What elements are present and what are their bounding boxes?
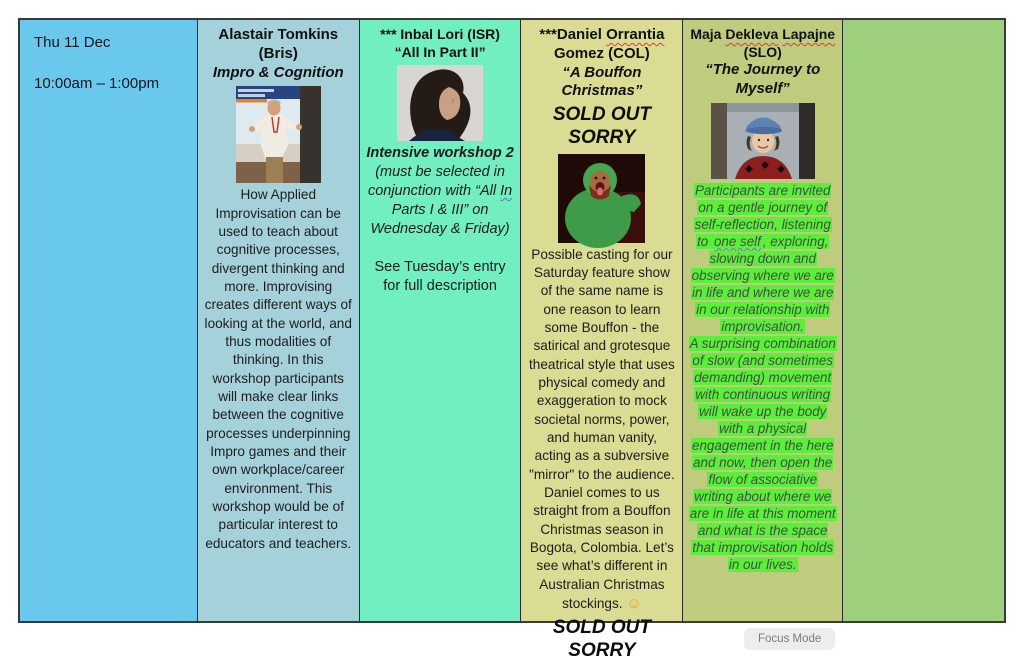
presenter-name: ***Daniel Orrantia	[539, 26, 665, 43]
workshop-title: “A Bouffon Christmas”	[561, 63, 643, 100]
sold-out-banner-bottom: SOLD OUT SORRY	[552, 617, 651, 662]
spellcheck-marked-word: Orrantia	[606, 26, 665, 43]
workshop-title: Impro & Cognition	[212, 63, 344, 81]
inbal-lori-photo	[397, 65, 483, 141]
smiley-emoji: ☺	[626, 595, 642, 613]
workshop-title: “The Journey to Myself”	[705, 61, 821, 97]
workshop-cell-tomkins	[198, 20, 360, 621]
presenter-name: Alastair Tomkins	[218, 26, 339, 43]
presenter-origin: (Bris)	[258, 44, 298, 62]
empty-schedule-cell	[843, 20, 1004, 621]
workshop-title: “All In Part II”	[394, 43, 486, 60]
alastair-tomkins-photo	[236, 86, 321, 183]
workshop-cell-dekleva	[683, 20, 843, 621]
workshop-description: Possible casting for our Saturday feature show of the same name is one reason to learn some Bouffon - the satirical and grotesque theatrical style that uses physical comedy and exaggeration to mock societal norms, power, and human vanity, acting as a subversive "mirror" to the audience. Daniel comes to us straight from a Bouffon Christmas season in Bogota, Colombia. Let’s see what’s different in Australian Christmas stockings. ☺	[528, 246, 675, 613]
session-time: 10:00am – 1:00pm	[34, 75, 160, 92]
grammar-marked-phrase: one self	[713, 233, 761, 249]
workshop-cell-lori	[360, 20, 522, 621]
focus-mode-button[interactable]: Focus Mode	[744, 628, 835, 650]
spellcheck-marked-word: Lapajne	[782, 26, 836, 42]
presenter-name: *** Inbal Lori (ISR)	[380, 26, 500, 42]
session-info-cell	[20, 20, 198, 621]
sold-out-banner-top: SOLD OUT SORRY	[552, 104, 651, 148]
workshop-cell-orrantia	[521, 20, 683, 662]
grammar-marked-word: In	[500, 182, 513, 199]
maja-dekleva-photo	[711, 103, 815, 179]
selection-note: (must be selected in conjunction with “All In Parts I & III” on Wednesday & Friday)	[367, 164, 513, 237]
presenter-name-line2: (SLO)	[743, 43, 782, 60]
see-entry-note: See Tuesday’s entry for full description	[374, 259, 506, 295]
spellcheck-marked-word: Dekleva	[725, 26, 779, 42]
session-date: Thu 11 Dec	[34, 34, 111, 51]
presenter-name: Maja Dekleva Lapajne	[690, 26, 836, 42]
intensive-workshop-label: Intensive workshop 2	[366, 145, 514, 161]
workshop-description-highlighted: Participants are invited on a gentle journey of self-reflection, listening to one self , exploring, slowing down and observing where we are in life and where we are in our relationship with improvisation. A surprising combination of slow (and sometimes demanding) movement with continuous writing will wake up the body with a physical engagement in the here and now, then open the flow of associative writing about where we are in life at this moment and what is the space that improvisation holds in our lives.	[689, 182, 836, 572]
workshop-description: How Applied Improvisation can be used to teach about cognitive processes, divergent thinking and more. Improvising creates different ways of looking at the world, and thus modalities of thinking. In this workshop participants will make clear links between the cognitive processes underpinning Impro games and their own workplace/career environment. This workshop would be of particular interest to educators and teachers.	[204, 187, 352, 551]
daniel-orrantia-photo	[558, 154, 645, 243]
presenter-name-line2: Gomez (COL)	[553, 44, 650, 62]
